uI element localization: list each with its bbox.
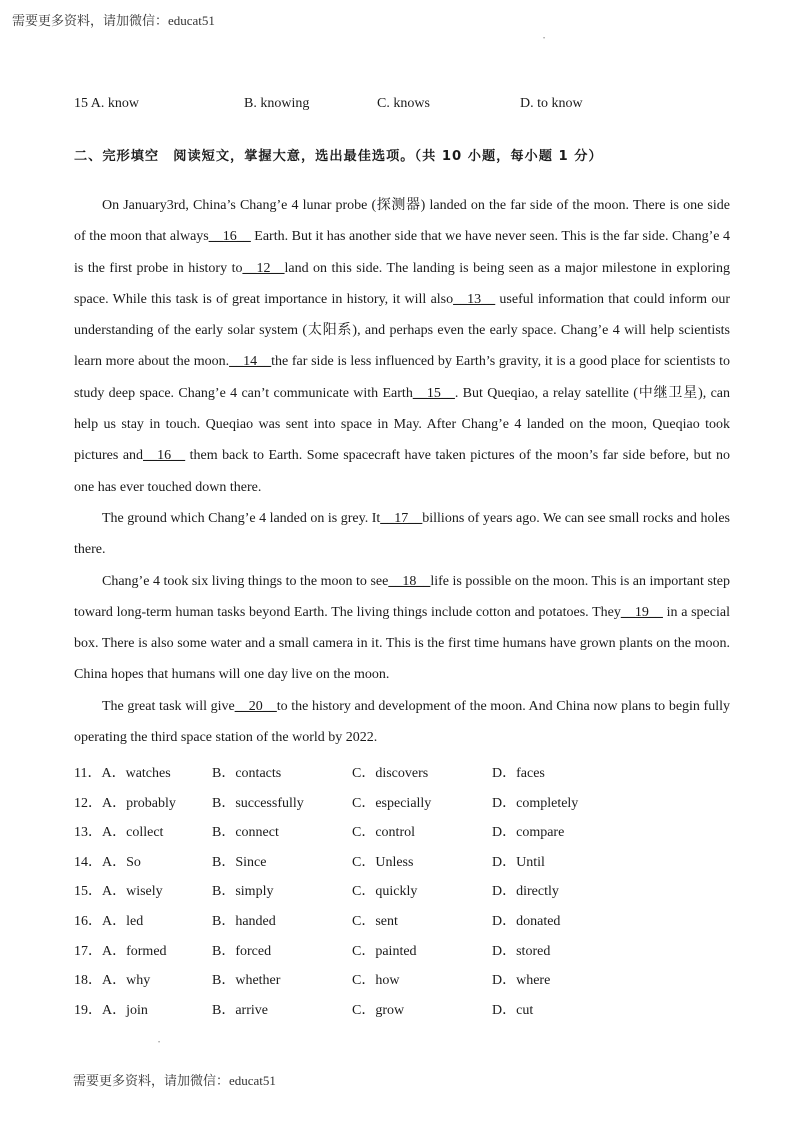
blank-12: __12__ xyxy=(242,260,285,276)
option-row-18 xyxy=(74,966,734,996)
option-a: 16．A．led xyxy=(74,913,144,929)
option-d: D．stored xyxy=(492,943,551,959)
option-c: C．grow xyxy=(352,1002,405,1018)
option-d: D．faces xyxy=(492,766,545,781)
option-c: C．quickly xyxy=(352,884,418,900)
option-a: 17．A．formed xyxy=(74,943,167,959)
option-d: D．cut xyxy=(492,1002,534,1018)
option-b: B．simply xyxy=(212,884,274,900)
option-c: C．control xyxy=(352,825,415,841)
blank-15: __15__ xyxy=(412,385,455,401)
passage-paragraph-3: Chang’e 4 took six living things to the moon to see__18__life is possible on the moon. This is an important step toward long-term human tasks beyond Earth. The living things include cotton and potatoes. They__19__ in a special box. There is also some water and a small camera in it. This is the first time humans have grown plants on the moon. China hopes that humans will one day live on the moon. xyxy=(74,573,730,683)
option-a: 18．A．why xyxy=(74,973,151,989)
option-a: 14．A．So xyxy=(74,854,141,870)
cloze-passage xyxy=(74,190,730,753)
option-row-17 xyxy=(74,937,734,967)
blank-16b: __16__ xyxy=(143,448,186,464)
option-c: C．sent xyxy=(352,913,398,929)
option-15-d: D. to know xyxy=(520,96,583,111)
passage-paragraph-2: The ground which Chang’e 4 landed on is grey. It__17__billions of years ago. We can see small rocks and holes there. xyxy=(74,510,730,558)
option-15-b: B. knowing xyxy=(244,96,310,111)
option-c: C．Unless xyxy=(352,854,414,870)
blank-14: __14__ xyxy=(229,354,272,370)
blank-16: __16__ xyxy=(208,229,251,245)
option-row-15 xyxy=(74,877,734,907)
option-c: C．especially xyxy=(352,795,432,811)
blank-20: __20__ xyxy=(234,698,277,714)
header-note: 需要更多资料，请加微信：educat51 xyxy=(12,13,215,28)
option-row-13 xyxy=(74,818,734,848)
option-a: 15．A．wisely xyxy=(74,884,163,900)
option-d: D．directly xyxy=(492,884,559,900)
option-d: D．donated xyxy=(492,913,561,929)
blank-17: __17__ xyxy=(380,510,423,526)
page-mark-dot: • xyxy=(158,1040,161,1046)
page-mark-dot: • xyxy=(543,36,546,42)
question-15-options xyxy=(74,96,774,116)
footer-note: 需要更多资料，请加微信：educat51 xyxy=(73,1073,276,1088)
option-b: B．connect xyxy=(212,825,279,841)
option-b: B．forced xyxy=(212,943,272,959)
option-d: D．compare xyxy=(492,825,565,841)
option-c: C．discovers xyxy=(352,766,429,781)
option-row-12 xyxy=(74,789,734,819)
option-a: 11．A．watches xyxy=(74,766,171,781)
option-row-14 xyxy=(74,848,734,878)
option-b: B．whether xyxy=(212,973,281,989)
section-title: 二、完形填空 阅读短文，掌握大意，选出最佳选项。（共 10 小题，每小题 1 分） xyxy=(74,149,603,164)
option-b: B．handed xyxy=(212,913,276,929)
option-row-19 xyxy=(74,996,734,1026)
option-a: 12．A．probably xyxy=(74,795,176,811)
option-15-c: C. knows xyxy=(377,96,430,111)
option-b: B．arrive xyxy=(212,1002,268,1018)
option-b: B．contacts xyxy=(212,766,282,781)
option-d: D．Until xyxy=(492,854,545,870)
option-c: C．how xyxy=(352,973,400,989)
option-row-16 xyxy=(74,907,734,937)
answer-options xyxy=(74,759,734,1025)
option-b: B．successfully xyxy=(212,795,304,811)
option-d: D．completely xyxy=(492,795,579,811)
blank-19: __19__ xyxy=(620,604,663,620)
option-c: C．painted xyxy=(352,943,417,959)
passage-paragraph-4: The great task will give__20__to the history and development of the moon. And China now plans to begin fully operating the third space station of the world by 2022. xyxy=(74,698,730,746)
option-row-11 xyxy=(74,759,734,789)
option-d: D．where xyxy=(492,973,551,989)
blank-18: __18__ xyxy=(388,573,431,589)
passage-paragraph-1: On January3rd, China’s Chang’e 4 lunar probe (探测器) landed on the far side of the moon. There is one side of the moon that always__16__ Earth. But it has another side that we have never seen. This is the far side. Chang’e 4 is the first probe in history to__12__land on this side. The landing is being seen as a major milestone in exploring space. While this task is of great importance in history, it will also__13__ useful information that could inform our understanding of the early solar system (太阳系), and perhaps even the early space. Chang’e 4 will help scientists learn more about the moon.__14__the far side is less influenced by Earth’s gravity, it is a good place for scientists to study deep space. Chang’e 4 can’t communicate with Earth__15__. But Queqiao, a relay satellite (中继卫星), can help us stay in touch. Queqiao was sent into space in May. After Chang’e 4 landed on the moon, Queqiao took pictures and__16__ them back to Earth. Some spacecraft have taken pictures of the moon’s far side before, but no one has ever touched down there. xyxy=(74,198,730,495)
option-15-a: 15 A. know xyxy=(74,96,139,111)
option-b: B．Since xyxy=(212,854,267,870)
option-a: 13．A．collect xyxy=(74,825,164,841)
option-a: 19．A．join xyxy=(74,1002,148,1018)
blank-13: __13__ xyxy=(453,291,496,307)
